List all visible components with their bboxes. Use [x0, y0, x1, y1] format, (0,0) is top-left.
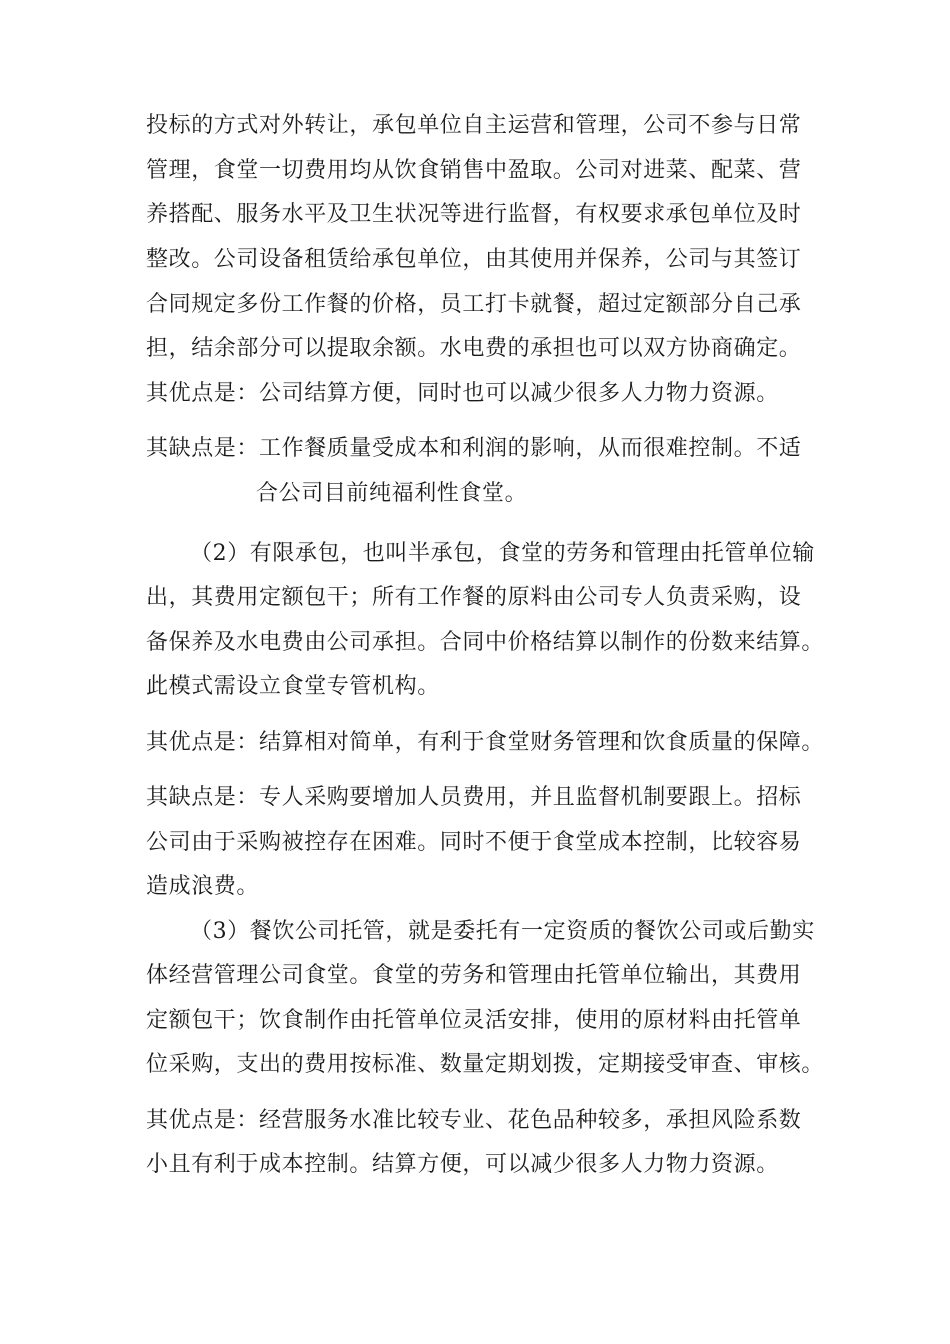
paragraph-line: 担，结余部分可以提取余额。水电费的承担也可以双方协商确定。 — [146, 336, 802, 361]
paragraph-line: 管理，食堂一切费用均从饮食销售中盈取。公司对进菜、配菜、营 — [146, 158, 802, 183]
paragraph-line: 位采购，支出的费用按标准、数量定期划拨，定期接受审查、审核。 — [146, 1052, 825, 1077]
paragraph-line: 备保养及水电费由公司承担。合同中价格结算以制作的份数来结算。 — [146, 630, 825, 655]
paragraph-line: 定额包干；饮食制作由托管单位灵活安排，使用的原材料由托管单 — [146, 1008, 802, 1033]
disadvantage-line: 其缺点是：专人采购要增加人员费用，并且监督机制要跟上。招标 — [146, 785, 802, 810]
advantage-line: 其优点是：经营服务水准比较专业、花色品种较多，承担风险系数 — [146, 1108, 802, 1133]
paragraph-line: 体经营管理公司食堂。食堂的劳务和管理由托管单位输出，其费用 — [146, 963, 802, 988]
advantage-line-continued: 小且有利于成本控制。结算方便，可以减少很多人力物力资源。 — [146, 1152, 779, 1177]
advantage-line: 其优点是：公司结算方便，同时也可以减少很多人力物力资源。 — [146, 381, 779, 406]
paragraph-line: 养搭配、服务水平及卫生状况等进行监督，有权要求承包单位及时 — [146, 202, 802, 227]
advantage-line: 其优点是：结算相对简单，有利于食堂财务管理和饮食质量的保障。 — [146, 730, 825, 755]
disadvantage-line-continued: 公司由于采购被控存在困难。同时不便于食堂成本控制，比较容易 — [146, 830, 802, 855]
section-heading-3: （3）餐饮公司托管，就是委托有一定资质的餐饮公司或后勤实 — [190, 919, 815, 944]
disadvantage-line: 其缺点是：工作餐质量受成本和利润的影响，从而很难控制。不适 — [146, 436, 802, 461]
paragraph-line: 合同规定多份工作餐的价格，员工打卡就餐，超过定额部分自己承 — [146, 292, 802, 317]
section-heading-2: （2）有限承包，也叫半承包，食堂的劳务和管理由托管单位输 — [190, 541, 815, 566]
paragraph-line: 投标的方式对外转让，承包单位自主运营和管理，公司不参与日常 — [146, 113, 802, 138]
disadvantage-line-continued: 合公司目前纯福利性食堂。 — [256, 481, 528, 506]
paragraph-line: 出，其费用定额包干；所有工作餐的原料由公司专人负责采购，设 — [146, 585, 802, 610]
disadvantage-line-continued: 造成浪费。 — [146, 874, 260, 899]
paragraph-line: 整改。公司设备租赁给承包单位，由其使用并保养，公司与其签订 — [146, 247, 802, 272]
paragraph-line: 此模式需设立食堂专管机构。 — [146, 674, 440, 699]
